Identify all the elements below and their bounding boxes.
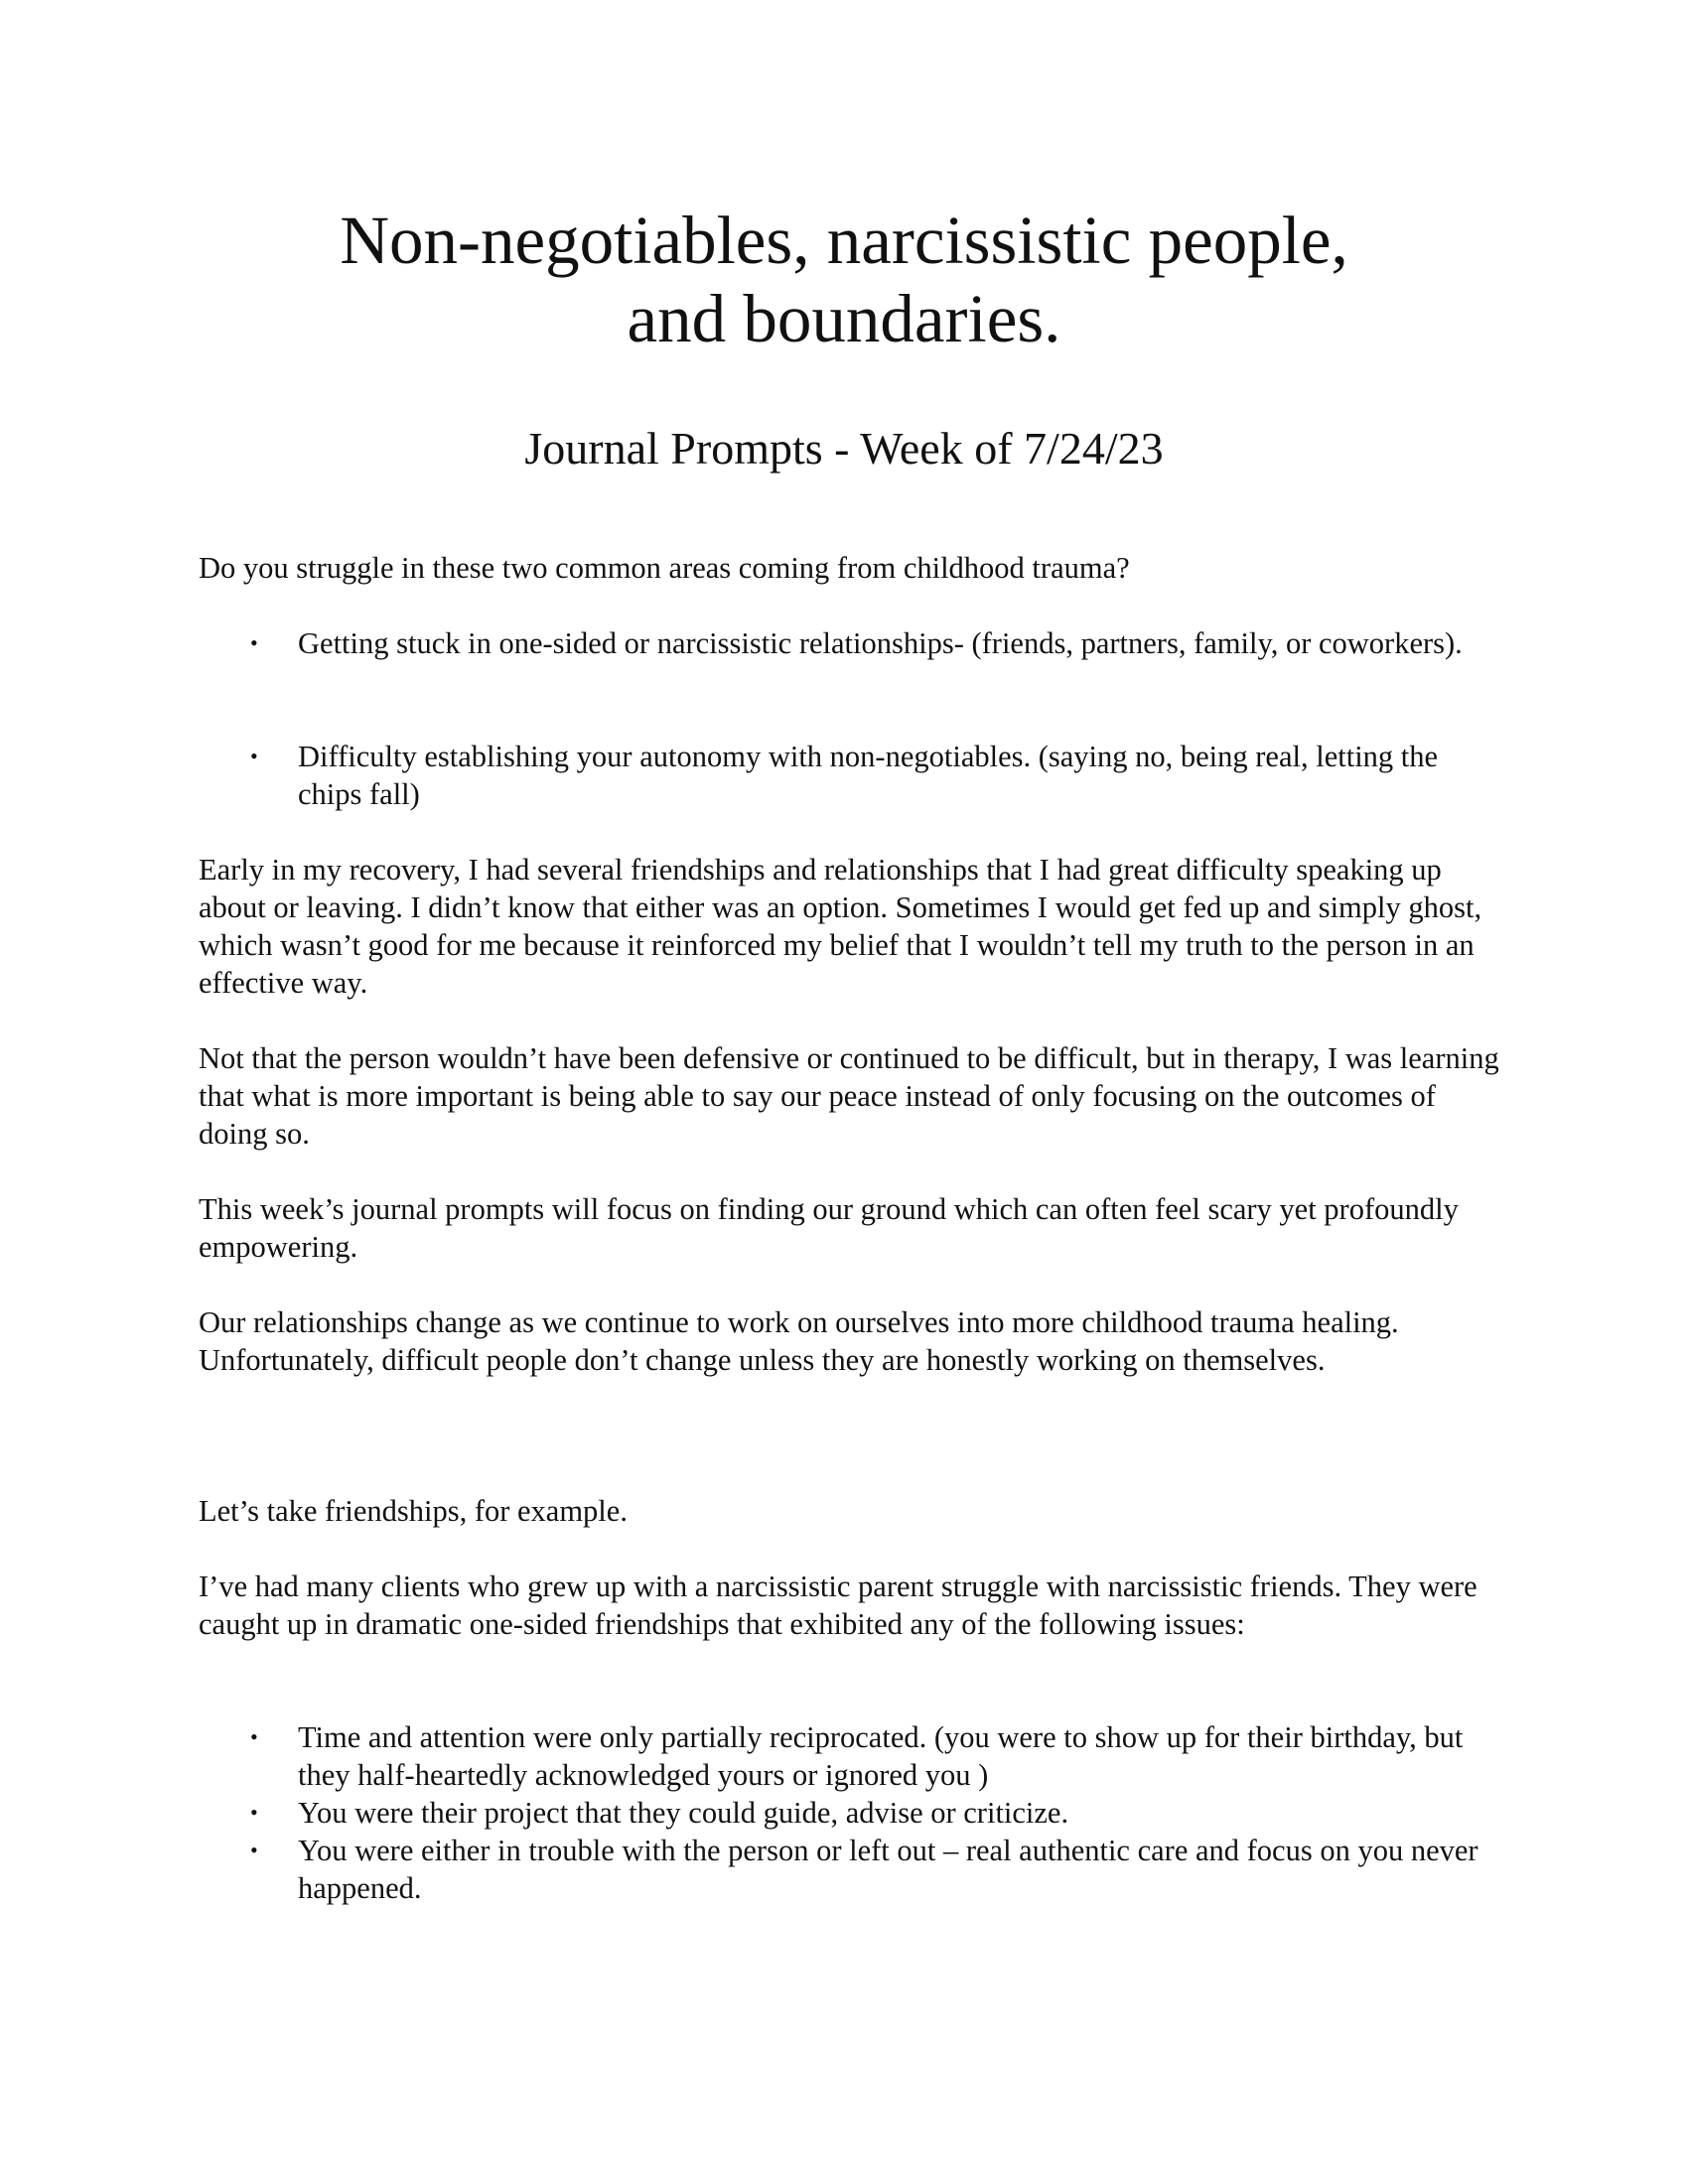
intro-bullet-1-text: Getting stuck in one-sided or narcissistic relationships- (friends, partners, family, or coworkers). — [298, 626, 1463, 660]
bullet-icon: • — [250, 1838, 258, 1862]
issue-bullet-2-text: You were their project that they could guide, advise or criticize. — [298, 1796, 1069, 1830]
intro-question: Do you struggle in these two common areas coming from childhood trauma? — [199, 551, 1130, 585]
list-item — [199, 1794, 1509, 1832]
bullet-icon: • — [250, 630, 258, 655]
bullet-icon: • — [250, 1724, 258, 1749]
list-item — [199, 1832, 1509, 1907]
bullet-icon: • — [250, 1800, 258, 1825]
paragraph-recovery: Early in my recovery, I had several friendships and relationships that I had great difficulty speaking up about or leaving. I didn’t know that either was an option. Sometimes I would get fed up and simply ghost, which wasn’t good for me because it reinforced my belief that I wouldn’t tell my truth to the person in an effective way. — [199, 853, 1482, 1000]
intro-bullet-list-2 — [199, 738, 1509, 813]
paragraph-relationships-change: Our relationships change as we continue to work on ourselves into more childhood trauma healing. Unfortunately, difficult people don’t change unless they are honestly working on themselves. — [199, 1305, 1399, 1377]
document-title — [0, 202, 1688, 358]
list-item — [199, 738, 1509, 813]
list-item — [199, 1718, 1509, 1794]
paragraph-prompts-focus: This week’s journal prompts will focus on finding our ground which can often feel scary yet profoundly empowering. — [199, 1192, 1459, 1264]
paragraph-friendships-example: Let’s take friendships, for example. — [199, 1494, 628, 1528]
title-line-2: and boundaries. — [627, 281, 1061, 356]
list-item — [199, 624, 1509, 662]
issue-bullet-3-text: You were either in trouble with the person or left out – real authentic care and focus on you never happened. — [298, 1834, 1478, 1905]
bullet-icon: • — [250, 744, 258, 768]
title-line-1: Non-negotiables, narcissistic people, — [340, 203, 1348, 278]
paragraph-clients: I’ve had many clients who grew up with a narcissistic parent struggle with narcissistic friends. They were caught up in dramatic one-sided friendships that exhibited any of the following issues: — [199, 1570, 1477, 1641]
intro-bullet-2-text: Difficulty establishing your autonomy with non-negotiables. (saying no, being real, letting the chips fall) — [298, 740, 1439, 811]
issue-bullet-1-text: Time and attention were only partially reciprocated. (you were to show up for their birthday, but they half-heartedly acknowledged yours or ignored you ) — [298, 1720, 1464, 1792]
intro-bullet-list — [199, 624, 1509, 662]
issue-bullet-list — [199, 1718, 1509, 1907]
paragraph-therapy: Not that the person wouldn’t have been defensive or continued to be difficult, but in therapy, I was learning that what is more important is being able to say our peace instead of only focusing on the outcomes of doing so. — [199, 1041, 1499, 1151]
document-subtitle: Journal Prompts - Week of 7/24/23 — [524, 423, 1164, 474]
